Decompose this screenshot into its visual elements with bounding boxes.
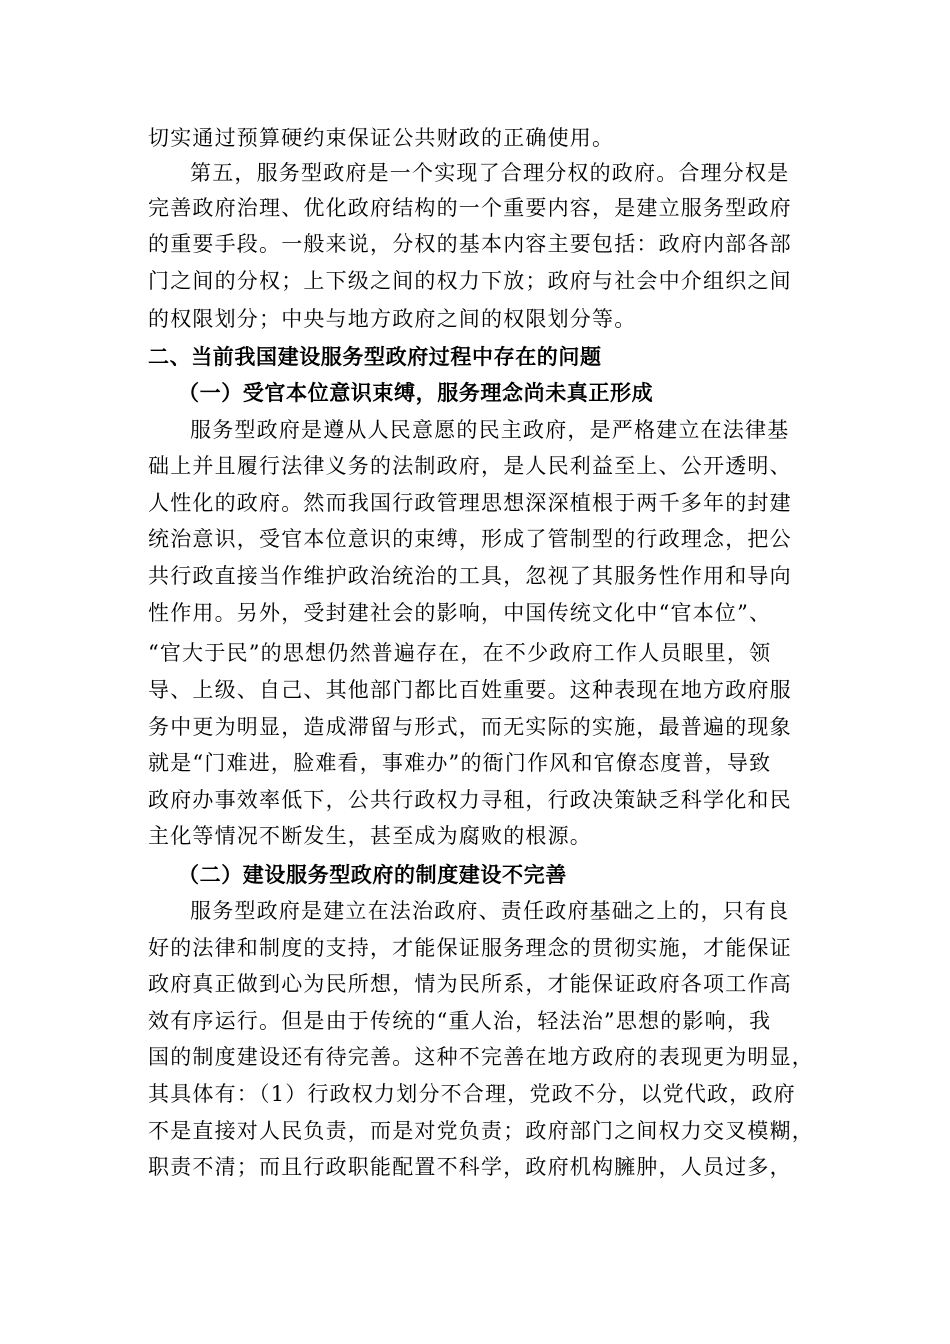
paragraph-line: 不是直接对人民负责，而是对党负责；政府部门之间权力交叉模糊， — [148, 1119, 814, 1143]
paragraph-line: 效有序运行。但是由于传统的“重人治，轻法治”思想的影响，我 — [148, 1009, 772, 1033]
paragraph-line: 人性化的政府。然而我国行政管理思想深深植根于两千多年的封建 — [148, 491, 792, 515]
paragraph-line: 的权限划分；中央与地方政府之间的权限划分等。 — [148, 307, 637, 331]
paragraph-line: 完善政府治理、优化政府结构的一个重要内容，是建立服务型政府 — [148, 196, 792, 220]
paragraph-line: 好的法律和制度的支持，才能保证服务理念的贯彻实施，才能保证 — [148, 936, 792, 960]
paragraph-line: 服务型政府是建立在法治政府、责任政府基础之上的，只有良 — [190, 899, 790, 923]
paragraph-line: 统治意识，受官本位意识的束缚，形成了管制型的行政理念，把公 — [148, 527, 792, 551]
paragraph-line: “官大于民”的思想仍然普遍存在，在不少政府工作人员眼里，领 — [148, 641, 772, 665]
paragraph-line: 务中更为明显，造成滞留与形式，而无实际的实施，最普遍的现象 — [148, 715, 792, 739]
paragraph-line: 政府真正做到心为民所想，情为民所系，才能保证政府各项工作高 — [148, 972, 792, 996]
paragraph-line: 主化等情况不断发生，甚至成为腐败的根源。 — [148, 824, 592, 848]
paragraph-line: 础上并且履行法律义务的法制政府，是人民利益至上、公开透明、 — [148, 454, 792, 478]
section-heading: 二、当前我国建设服务型政府过程中存在的问题 — [148, 345, 602, 369]
paragraph-line: 性作用。另外，受封建社会的影响，中国传统文化中“官本位”、 — [148, 601, 772, 625]
paragraph-line: 的重要手段。一般来说，分权的基本内容主要包括：政府内部各部 — [148, 232, 792, 256]
paragraph-line: 其具体有：（1）行政权力划分不合理，党政不分，以党代政，政府 — [148, 1082, 796, 1106]
paragraph-line: 第五，服务型政府是一个实现了合理分权的政府。合理分权是 — [190, 161, 790, 185]
paragraph-line: 政府办事效率低下，公共行政权力寻租，行政决策缺乏科学化和民 — [148, 788, 792, 812]
subsection-heading: （二）建设服务型政府的制度建设不完善 — [178, 863, 567, 887]
subsection-heading: （一）受官本位意识束缚，服务理念尚未真正形成 — [178, 381, 654, 405]
paragraph-line: 导、上级、自己、其他部门都比百姓重要。这种表现在地方政府服 — [148, 678, 792, 702]
paragraph-line: 共行政直接当作维护政治统治的工具，忽视了其服务性作用和导向 — [148, 564, 792, 588]
paragraph-line: 就是“门难进，脸难看，事难办”的衙门作风和官僚态度普，导致 — [148, 751, 772, 775]
paragraph-line: 切实通过预算硬约束保证公共财政的正确使用。 — [148, 126, 615, 150]
paragraph-line: 国的制度建设还有待完善。这种不完善在地方政府的表现更为明显， — [148, 1045, 814, 1069]
paragraph-line: 服务型政府是遵从人民意愿的民主政府，是严格建立在法律基 — [190, 418, 790, 442]
paragraph-line: 门之间的分权；上下级之间的权力下放；政府与社会中介组织之间 — [148, 269, 792, 293]
paragraph-line: 职责不清；而且行政职能配置不科学，政府机构臃肿，人员过多， — [148, 1155, 792, 1179]
